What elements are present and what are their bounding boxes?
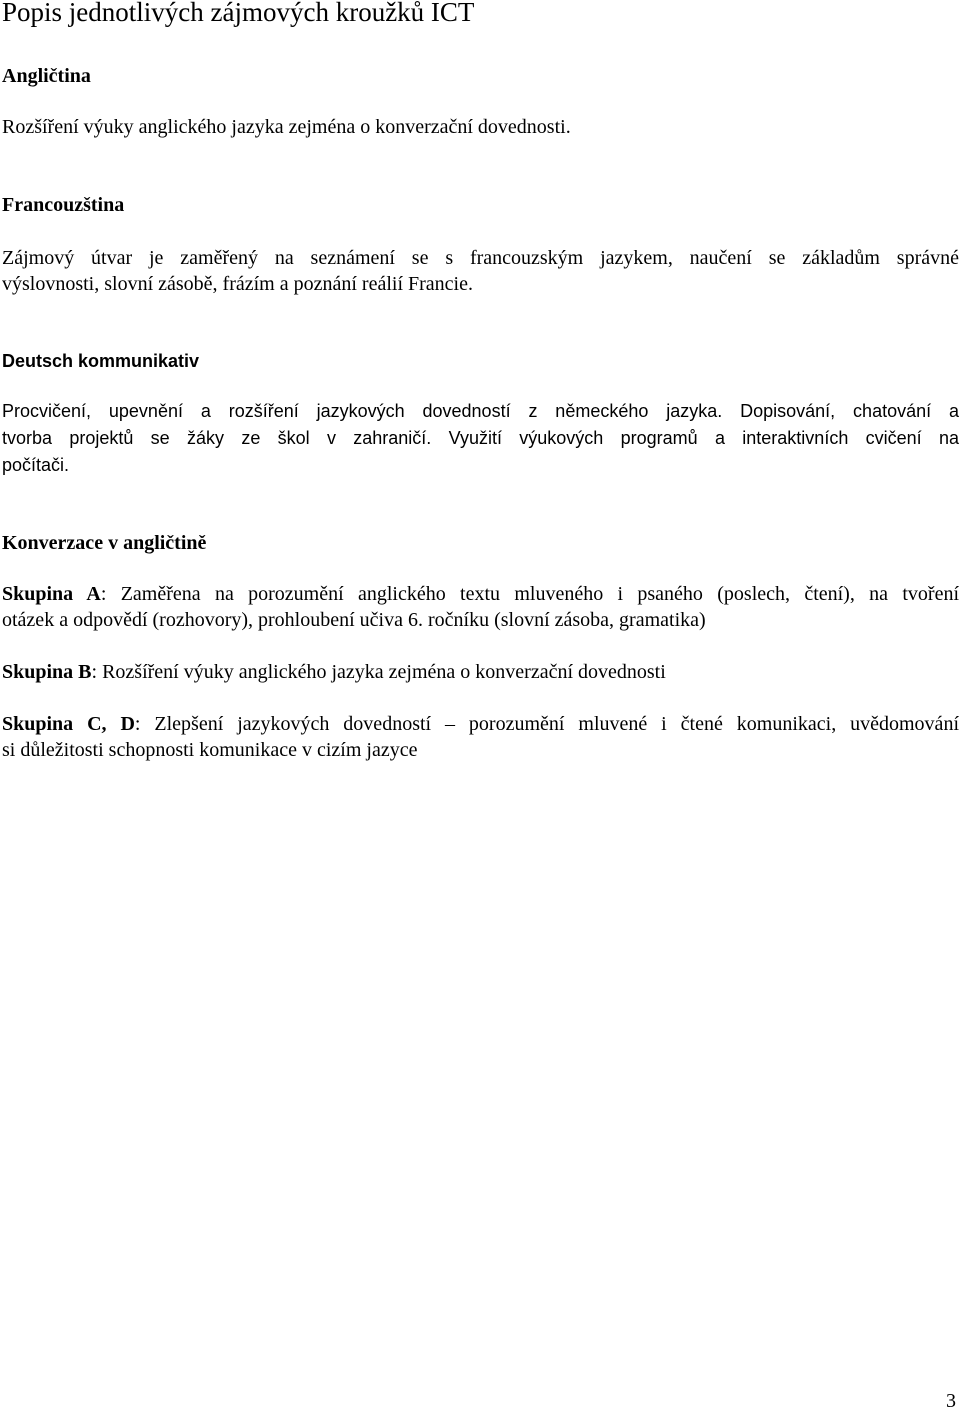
paragraph-line: Zájmový útvar je zaměřený na seznámení se s francouzským jazykem, naučení se základům správné (2, 247, 959, 269)
group-a-text (2, 581, 959, 633)
paragraph-line: tvorba projektů se žáky ze škol v zahraničí. Využití výukových programů a interaktivních cvičení na (2, 428, 959, 448)
group-a-line-1: : Zaměřena na porozumění anglického textu mluveného i psaného (poslech, čtení), na tvoření (100, 583, 959, 605)
section-text-anglictina: Rozšíření výuky anglického jazyka zejména o konverzační dovednosti. (2, 116, 571, 138)
section-heading-deutsch: Deutsch kommunikativ (2, 351, 200, 371)
group-b-label: Skupina B (2, 661, 92, 683)
group-cd-label: Skupina C, D (2, 713, 135, 735)
paragraph-line (2, 659, 959, 685)
group-cd-text (2, 711, 959, 763)
group-a-line-2: otázek a odpovědí (rozhovory), prohloubení učiva 6. ročníku (slovní zásoba, gramatika) (2, 609, 706, 631)
group-b-line-1: : Rozšíření výuky anglického jazyka zejména o konverzační dovednosti (91, 661, 666, 683)
paragraph-line: Procvičení, upevnění a rozšíření jazykových dovedností z německého jazyka. Dopisování, chatování a (2, 401, 959, 421)
group-cd-line-1: : Zlepšení jazykových dovedností – porozumění mluvené i čtené komunikaci, uvědomování (134, 713, 959, 735)
group-a-label: Skupina A (2, 583, 101, 605)
page-number: 3 (946, 1390, 956, 1412)
paragraph-line (2, 581, 959, 607)
section-text-francouzstina (2, 245, 959, 297)
paragraph-line: výslovnosti, slovní zásobě, frázím a poznání reálií Francie. (2, 273, 473, 295)
section-text-deutsch (2, 398, 959, 479)
section-heading-konverzace: Konverzace v angličtině (2, 532, 207, 554)
section-heading-anglictina: Angličtina (2, 65, 91, 87)
section-heading-francouzstina: Francouzština (2, 194, 125, 216)
page-title: Popis jednotlivých zájmových kroužků ICT (2, 0, 475, 27)
paragraph-line (2, 711, 959, 737)
group-cd-line-2: si důležitosti schopnosti komunikace v cizím jazyce (2, 739, 418, 761)
group-b-text (2, 659, 959, 685)
paragraph-line: počítači. (2, 455, 70, 475)
